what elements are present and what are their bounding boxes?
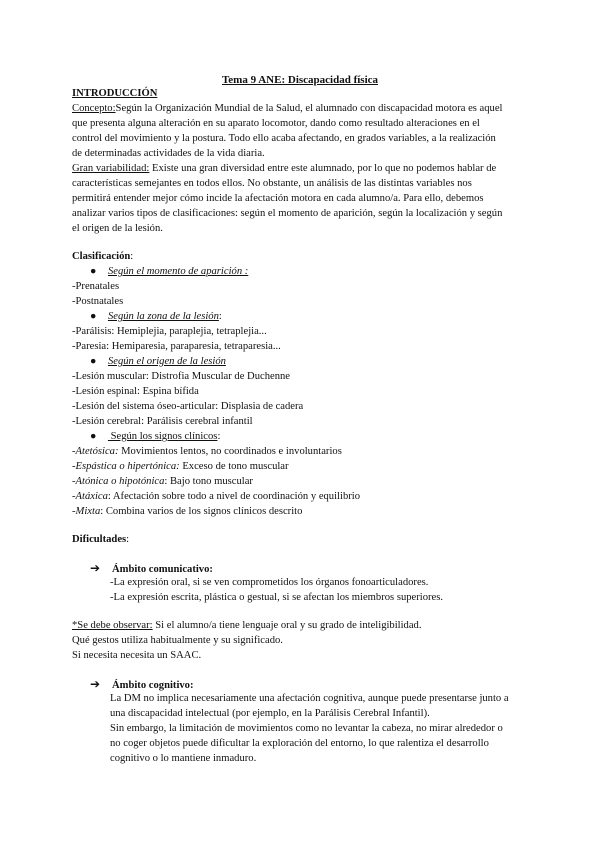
list-item: -Atónica o hipotónica: Bajo tono muscular — [72, 476, 253, 487]
cognitive-line: Sin embargo, la limitación de movimientos como no levantar la cabeza, no mirar alrededor o — [110, 723, 503, 734]
arrow-icon: ➔ — [90, 677, 101, 691]
variability-label: Gran variabilidad: — [72, 163, 150, 174]
group-signs: ● Según los signos clínicos: — [90, 429, 220, 445]
cognitive-heading: ➔ Ámbito cognitivo: — [90, 677, 194, 691]
observe-line-1: *Se debe observar: Si el alumno/a tiene lenguaje oral y su grado de inteligibilidad. — [72, 620, 422, 631]
list-item: -Lesión cerebral: Parálisis cerebral infantil — [72, 416, 253, 427]
concept-line-2: que presenta alguna alteración en su aparato locomotor, dando como resultado alteraciones en el — [72, 118, 480, 129]
list-item: -Atáxica: Afectación sobre todo a nivel de coordinación y equilibrio — [72, 491, 361, 502]
communicative-line: -La expresión oral, si se ven comprometidos los órganos fonoarticuladores. — [110, 577, 429, 588]
cognitive-line: cognitivo o lo mantiene inmaduro. — [110, 753, 257, 764]
intro-heading: INTRODUCCIÓN — [72, 88, 158, 99]
communicative-line: -La expresión escrita, plástica o gestual, si se afectan los miembros superiores. — [110, 592, 444, 603]
document-title: Tema 9 ANE: Discapacidad física — [221, 74, 379, 86]
list-item: -Postnatales — [72, 296, 124, 307]
list-item: -Espástica o hipertónica: Exceso de tono muscular — [72, 461, 289, 472]
bullet-icon: ● — [90, 311, 97, 322]
observe-line-2: Qué gestos utiliza habitualmente y su significado. — [72, 635, 283, 646]
group-zone: ● Según la zona de la lesión: — [90, 309, 222, 325]
list-item: -Paresia: Hemiparesia, paraparesia, tetraparesia... — [72, 341, 281, 352]
list-item: -Lesión del sistema óseo-articular: Displasia de cadera — [72, 401, 304, 412]
list-item: -Lesión muscular: Distrofia Muscular de Duchenne — [72, 371, 290, 382]
list-item: -Lesión espinal: Espina bífida — [72, 386, 199, 397]
variability-line-4: analizar varios tipos de clasificaciones: según el momento de aparición, según la localización y según — [72, 208, 503, 219]
list-item: -Mixta: Combina varios de los signos clínicos descrito — [72, 506, 303, 517]
cognitive-line: no coger objetos puede dificultar la exploración del entorno, lo que ralentiza el desarrollo — [110, 738, 489, 749]
arrow-icon: ➔ — [90, 561, 101, 575]
list-item: -Atetósica: Movimientos lentos, no coordinados e involuntarios — [72, 446, 342, 457]
communicative-heading: ➔ Ámbito comunicativo: — [90, 561, 213, 575]
observe-label: *Se debe observar: — [72, 620, 153, 631]
classification-heading: Clasificación: — [72, 251, 134, 262]
list-item: -Parálisis: Hemiplejia, paraplejia, tetraplejia... — [72, 326, 267, 337]
concept-line-3: control del movimiento y la postura. Todo ello acaba afectando, en grados variables, a la realización — [72, 133, 496, 144]
group-origin: ● Según el origen de la lesión — [90, 354, 226, 370]
concept-line-1: Concepto:Según la Organización Mundial de la Salud, el alumnado con discapacidad motora es aquel — [72, 103, 503, 114]
concept-line-4: de determinadas actividades de la vida diaria. — [72, 148, 265, 159]
bullet-icon: ● — [90, 431, 97, 442]
concept-label: Concepto: — [72, 103, 116, 114]
variability-line-2: características semejantes en todos ellos. No obstante, un análisis de las distintas variables nos — [72, 178, 472, 189]
bullet-icon: ● — [90, 356, 97, 367]
difficulties-heading: Dificultades: — [72, 534, 130, 545]
list-item: -Prenatales — [72, 281, 120, 292]
cognitive-line: La DM no implica necesariamente una afectación cognitiva, aunque puede presentarse junto a — [110, 693, 509, 704]
variability-line-1: Gran variabilidad: Existe una gran diversidad entre este alumnado, por lo que no podemos hablar de — [72, 163, 497, 174]
bullet-icon: ● — [90, 266, 97, 277]
variability-line-3: permitirá entender mejor cómo incide la afectación motora en cada alumno/a. Para ello, debemos — [72, 193, 484, 204]
variability-line-5: el origen de la lesión. — [72, 223, 163, 234]
group-onset: ● Según el momento de aparición : — [90, 264, 248, 280]
observe-line-3: Si necesita necesita un SAAC. — [72, 650, 202, 661]
cognitive-line: una discapacidad intelectual (por ejemplo, en la Parálisis Cerebral Infantil). — [110, 708, 430, 719]
